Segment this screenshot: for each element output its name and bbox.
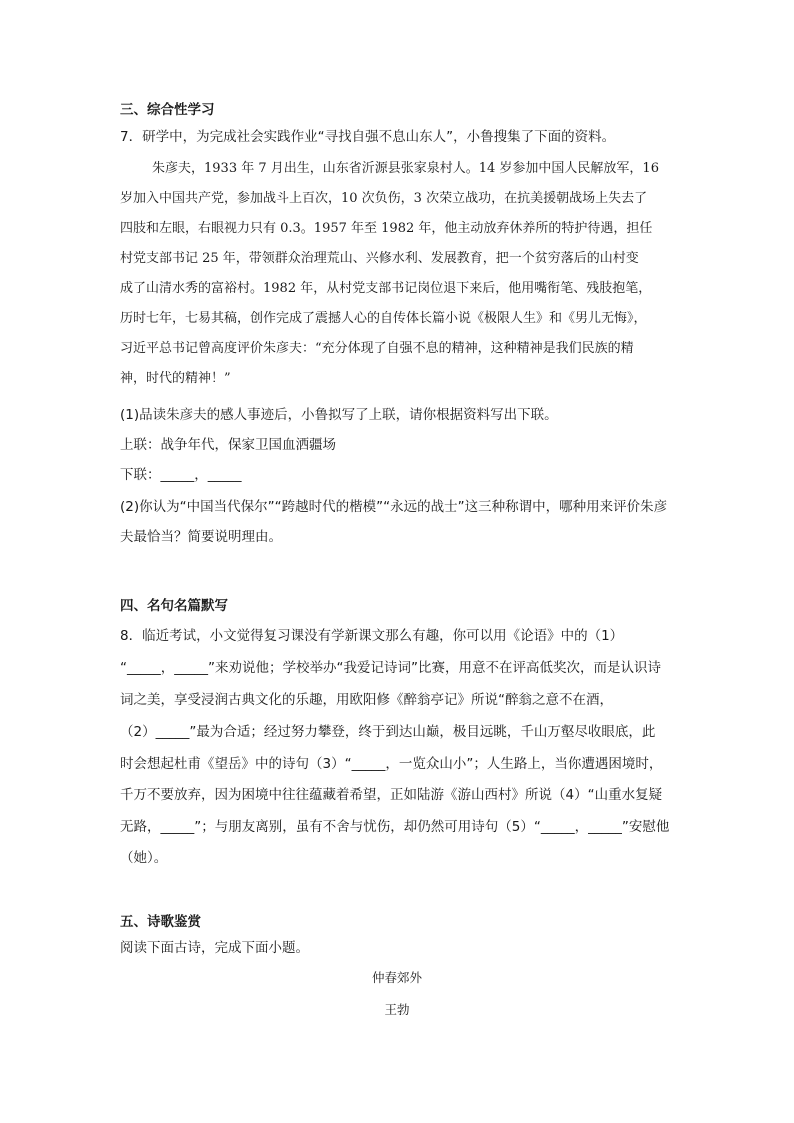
q8-line-1: 8．临近考试，小文觉得复习课没有学新课文那么有趣，你可以用《论语》中的（1） — [120, 628, 624, 644]
q8-line-8: （她）。 — [120, 850, 168, 866]
couplet-upper: 上联：战争年代，保家卫国血洒疆场 — [120, 437, 336, 453]
q7-passage-line-5: 成了山清水秀的富裕村。1982 年，从村党支部书记岗位退下来后，他用嘴衔笔、残肢抱笔， — [120, 281, 652, 296]
q8-line-4: （2）_____”最为合适；经过努力攀登，终于到达山巅，极目远眺，千山万壑尽收眼底，此 — [120, 724, 656, 740]
q7-sub2-line-1: (2)你认为“中国当代保尔”“跨越时代的楷模”“永远的战士”这三种称谓中，哪种用来评价朱彦 — [120, 499, 668, 515]
q7-sub2-line-2: 夫最恰当？简要说明理由。 — [120, 529, 282, 545]
q7-passage-line-4: 村党支部书记 25 年，带领群众治理荒山、兴修水利、发展教育，把一个贫穷落后的山村变 — [120, 251, 639, 266]
q7-passage-line-2: 岁加入中国共产党，参加战斗上百次，10 次负伤，3 次荣立战功，在抗美援朝战场上失去了 — [120, 191, 648, 206]
q8-line-5: 时会想起杜甫《望岳》中的诗句（3）“_____，一览众山小”；人生路上，当你遭遇困境时， — [120, 756, 663, 772]
q8-line-3: 词之美，享受浸润古典文化的乐趣，用欧阳修《醉翁亭记》所说“醉翁之意不在酒， — [120, 692, 613, 708]
q8-line-6: 千万不要放弃，因为困境中往往蕴藏着希望，正如陆游《游山西村》所说（4）“山重水复疑 — [120, 787, 663, 803]
q7-passage-line-8: 神，时代的精神！” — [120, 371, 231, 386]
q7-passage-line-7: 习近平总书记曾高度评价朱彦夫：“充分体现了自强不息的精神，这种精神是我们民族的精 — [120, 341, 634, 356]
q7-passage-line-1: 朱彦夫，1933 年 7 月出生，山东省沂源县张家泉村人。14 岁参加中国人民解放军，16 — [152, 161, 659, 176]
section-4-title: 四、名句名篇默写 — [120, 598, 228, 614]
section-3-title: 三、综合性学习 — [120, 102, 215, 118]
section-5-title: 五、诗歌鉴赏 — [120, 914, 201, 930]
q8-line-7: 无路，_____”；与朋友离别，虽有不舍与忧伤，却仍然可用诗句（5）“_____，_____”安慰他 — [120, 819, 670, 835]
q7-sub1: (1)品读朱彦夫的感人事迹后，小鲁拟写了上联，请你根据资料写出下联。 — [120, 407, 558, 423]
q7-passage-line-3: 四肢和左眼，右眼视力只有 0.3。1957 年至 1982 年，他主动放弃休养所的特护待遇，担任 — [120, 221, 653, 236]
poem-author: 王勃 — [384, 1002, 410, 1017]
poem-intro: 阅读下面古诗，完成下面小题。 — [120, 940, 309, 956]
q7-stem: 7．研学中，为完成社会实践作业“寻找自强不息山东人”，小鲁搜集了下面的资料。 — [120, 129, 616, 145]
q8-line-2: “_____，_____”来劝说他；学校举办“我爱记诗词”比赛，用意不在评高低奖次，而是认识诗 — [120, 660, 661, 676]
poem-title: 仲春郊外 — [371, 970, 422, 985]
q7-passage-line-6: 历时七年，七易其稿，创作完成了震撼人心的自传体长篇小说《极限人生》和《男儿无悔》， — [120, 311, 647, 326]
couplet-lower: 下联：_____，_____ — [120, 467, 242, 483]
